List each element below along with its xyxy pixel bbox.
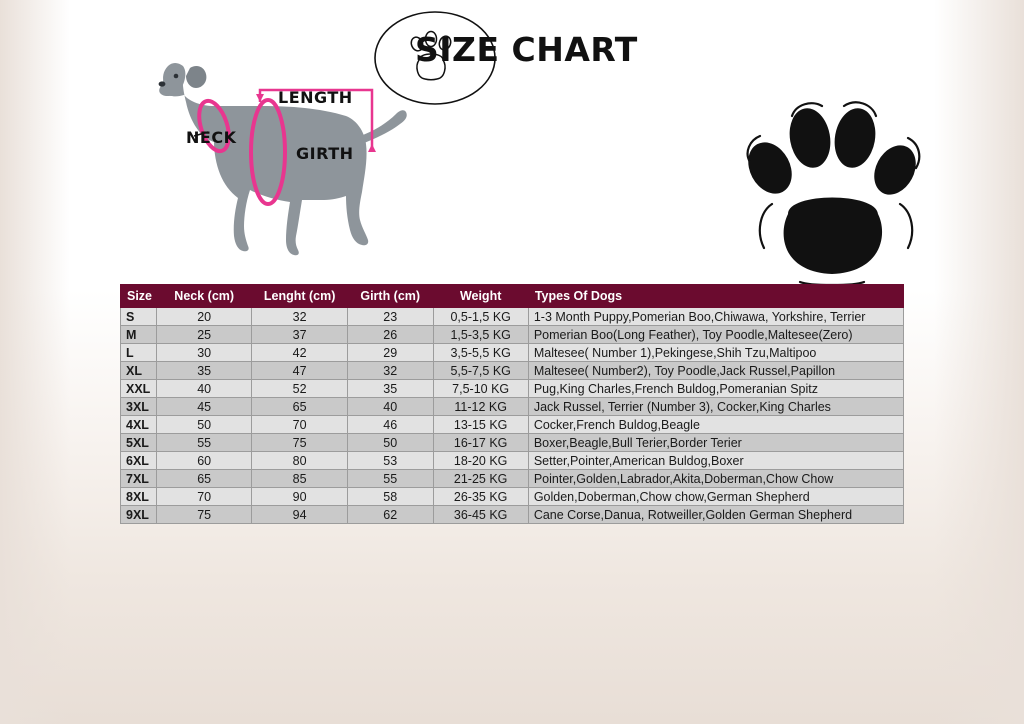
- label-length: LENGTH: [278, 88, 353, 107]
- cell-neck: 55: [157, 434, 252, 452]
- cell-neck: 35: [157, 362, 252, 380]
- cell-length: 70: [252, 416, 348, 434]
- cell-weight: 21-25 KG: [433, 470, 528, 488]
- cell-weight: 5,5-7,5 KG: [433, 362, 528, 380]
- cell-size: S: [121, 308, 157, 326]
- cell-weight: 18-20 KG: [433, 452, 528, 470]
- column-header-weight: Weight: [433, 285, 528, 308]
- cell-length: 42: [252, 344, 348, 362]
- table-row: [121, 470, 904, 488]
- cell-weight: 16-17 KG: [433, 434, 528, 452]
- cell-girth: 32: [347, 362, 433, 380]
- cell-weight: 11-12 KG: [433, 398, 528, 416]
- cell-girth: 53: [347, 452, 433, 470]
- cell-types: Golden,Doberman,Chow chow,German Shepherd: [528, 488, 903, 506]
- cell-size: 3XL: [121, 398, 157, 416]
- column-header-size: Size: [121, 285, 157, 308]
- cell-size: XXL: [121, 380, 157, 398]
- table-header-row: [121, 285, 904, 308]
- cell-length: 94: [252, 506, 348, 524]
- cell-weight: 7,5-10 KG: [433, 380, 528, 398]
- cell-girth: 26: [347, 326, 433, 344]
- cell-length: 65: [252, 398, 348, 416]
- label-neck: NECK: [186, 128, 237, 147]
- cell-neck: 65: [157, 470, 252, 488]
- cell-length: 80: [252, 452, 348, 470]
- cell-size: 5XL: [121, 434, 157, 452]
- cell-size: L: [121, 344, 157, 362]
- table-row: [121, 506, 904, 524]
- cell-types: Maltesee( Number2), Toy Poodle,Jack Russel,Papillon: [528, 362, 903, 380]
- cell-length: 52: [252, 380, 348, 398]
- table-row: [121, 380, 904, 398]
- table-row: [121, 434, 904, 452]
- column-header-neck: Neck (cm): [157, 285, 252, 308]
- cell-girth: 46: [347, 416, 433, 434]
- column-header-length: Lenght (cm): [252, 285, 348, 308]
- table-row: [121, 326, 904, 344]
- table-row: [121, 452, 904, 470]
- cell-girth: 35: [347, 380, 433, 398]
- cell-neck: 45: [157, 398, 252, 416]
- cell-girth: 29: [347, 344, 433, 362]
- column-header-girth: Girth (cm): [347, 285, 433, 308]
- cell-size: 8XL: [121, 488, 157, 506]
- cell-weight: 1,5-3,5 KG: [433, 326, 528, 344]
- cell-girth: 62: [347, 506, 433, 524]
- paw-print-large-icon: [740, 96, 925, 286]
- cell-types: Cane Corse,Danua, Rotweiller,Golden German Shepherd: [528, 506, 903, 524]
- cell-weight: 26-35 KG: [433, 488, 528, 506]
- cell-types: Boxer,Beagle,Bull Terier,Border Terier: [528, 434, 903, 452]
- cell-size: 6XL: [121, 452, 157, 470]
- cell-girth: 23: [347, 308, 433, 326]
- cell-girth: 58: [347, 488, 433, 506]
- page-title: SIZE CHART: [415, 30, 638, 69]
- cell-neck: 50: [157, 416, 252, 434]
- cell-types: Pug,King Charles,French Buldog,Pomeranian Spitz: [528, 380, 903, 398]
- cell-size: XL: [121, 362, 157, 380]
- table-body: [121, 308, 904, 524]
- cell-types: Pointer,Golden,Labrador,Akita,Doberman,Chow Chow: [528, 470, 903, 488]
- cell-size: 9XL: [121, 506, 157, 524]
- cell-size: 4XL: [121, 416, 157, 434]
- cell-neck: 30: [157, 344, 252, 362]
- cell-length: 75: [252, 434, 348, 452]
- cell-girth: 40: [347, 398, 433, 416]
- cell-types: Maltesee( Number 1),Pekingese,Shih Tzu,Maltipoo: [528, 344, 903, 362]
- cell-girth: 55: [347, 470, 433, 488]
- size-chart-table: [120, 284, 904, 524]
- cell-neck: 20: [157, 308, 252, 326]
- table-row: [121, 398, 904, 416]
- cell-neck: 70: [157, 488, 252, 506]
- cell-weight: 0,5-1,5 KG: [433, 308, 528, 326]
- table-row: [121, 362, 904, 380]
- cell-types: 1-3 Month Puppy,Pomerian Boo,Chiwawa, Yorkshire, Terrier: [528, 308, 903, 326]
- table-row: [121, 488, 904, 506]
- table-row: [121, 308, 904, 326]
- cell-neck: 25: [157, 326, 252, 344]
- cell-length: 47: [252, 362, 348, 380]
- cell-types: Pomerian Boo(Long Feather), Toy Poodle,Maltesee(Zero): [528, 326, 903, 344]
- cell-size: 7XL: [121, 470, 157, 488]
- cell-neck: 75: [157, 506, 252, 524]
- size-chart-table-wrapper: [120, 284, 904, 524]
- column-header-types: Types Of Dogs: [528, 285, 903, 308]
- cell-girth: 50: [347, 434, 433, 452]
- cell-length: 90: [252, 488, 348, 506]
- cell-length: 37: [252, 326, 348, 344]
- cell-weight: 36-45 KG: [433, 506, 528, 524]
- label-girth: GIRTH: [296, 144, 354, 163]
- cell-length: 85: [252, 470, 348, 488]
- cell-types: Setter,Pointer,American Buldog,Boxer: [528, 452, 903, 470]
- cell-types: Jack Russel, Terrier (Number 3), Cocker,King Charles: [528, 398, 903, 416]
- cell-weight: 13-15 KG: [433, 416, 528, 434]
- cell-types: Cocker,French Buldog,Beagle: [528, 416, 903, 434]
- cell-neck: 40: [157, 380, 252, 398]
- cell-length: 32: [252, 308, 348, 326]
- cell-size: M: [121, 326, 157, 344]
- cell-neck: 60: [157, 452, 252, 470]
- table-row: [121, 344, 904, 362]
- table-row: [121, 416, 904, 434]
- cell-weight: 3,5-5,5 KG: [433, 344, 528, 362]
